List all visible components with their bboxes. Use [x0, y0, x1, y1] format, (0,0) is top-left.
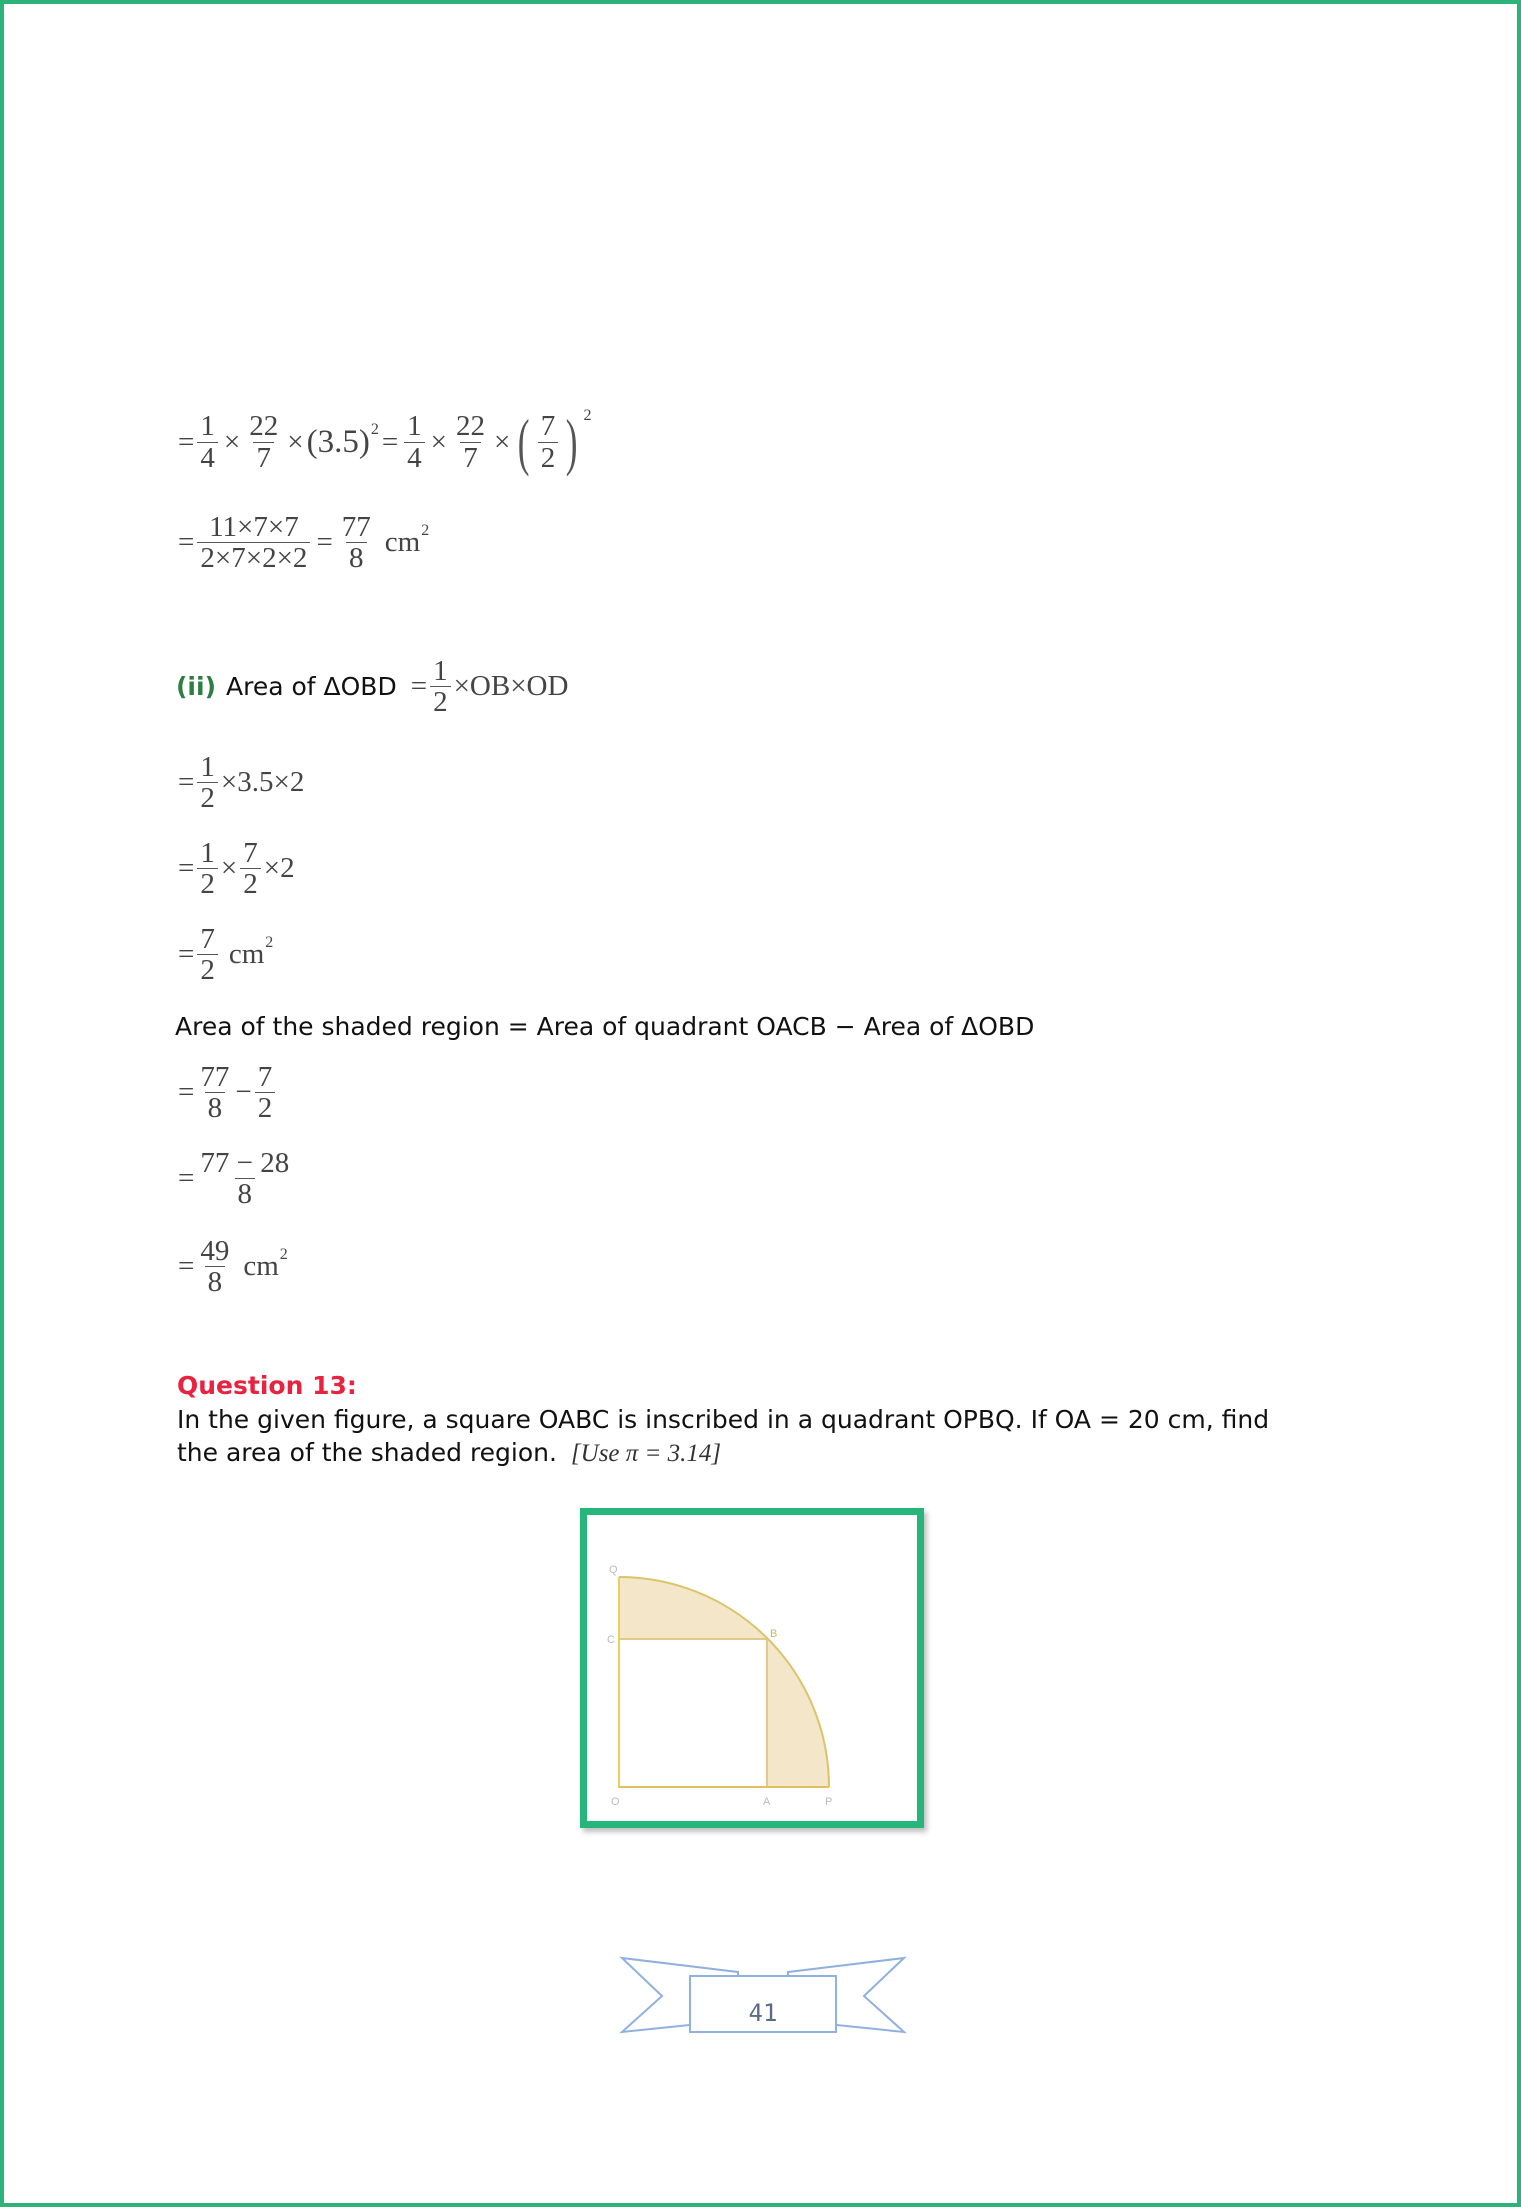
- fraction: $\frac{7}{2}$: [240, 838, 261, 900]
- question-text-line-2: the area of the shaded region. [Use π = 3.14]: [177, 1438, 722, 1467]
- label-o: O: [611, 1796, 620, 1808]
- fraction: $\frac{49}{8}$: [200, 1235, 230, 1299]
- formula-rest: ×OB×OD: [453, 670, 569, 703]
- fraction: $\frac{7}{2}$: [255, 1062, 276, 1124]
- shaded-step-3: = $\frac{49}{8}$ cm 2: [178, 1235, 288, 1299]
- shaded-step-2: = $\frac{77 - 28}{8}$: [178, 1148, 295, 1210]
- part-ii-heading: [176, 656, 568, 718]
- page-number: 41: [748, 1999, 778, 2027]
- fraction: $\frac{7}{2}$: [538, 411, 559, 473]
- question-title: Question 13:: [177, 1371, 357, 1400]
- math-line-quadrant-area-2: [178, 512, 429, 574]
- label-b: B: [770, 1628, 778, 1640]
- fraction: $\frac{1}{2}$: [197, 752, 218, 814]
- shaded-step-1: = $\frac{77}{8}$ − $\frac{7}{2}$: [178, 1062, 278, 1124]
- equals-sign: =: [316, 526, 333, 559]
- left-paren: (: [518, 406, 530, 477]
- label-p: P: [825, 1796, 833, 1808]
- fraction: $\frac{77}{8}$: [200, 1061, 230, 1125]
- equals-sign: =: [178, 526, 195, 559]
- fraction: $\frac{1}{2}$: [430, 656, 451, 718]
- label-a: A: [763, 1796, 771, 1808]
- equals-sign: =: [381, 425, 399, 458]
- fraction: $\frac{77}{8}$: [341, 511, 371, 575]
- part-label: (ii): [176, 672, 216, 702]
- fraction: $\frac{1}{4}$: [197, 411, 218, 473]
- parenthesized-value: (3.5): [306, 423, 370, 460]
- fraction: $\frac{1}{4}$: [404, 411, 425, 473]
- equals-sign: =: [178, 425, 195, 458]
- pi-hint: [Use π = 3.14]: [570, 1440, 722, 1467]
- fraction: $\frac{22}{7}$: [249, 410, 279, 474]
- figure-frame: [580, 1508, 924, 1828]
- times-sign: ×: [223, 425, 241, 458]
- fraction: $\frac{11\times 7\times 7}{2\times 7\times 2\times 2}$: [197, 512, 310, 574]
- part-ii-step-2: = $\frac{1}{2}$ × $\frac{7}{2}$ ×2: [178, 837, 295, 901]
- unit: cm: [384, 526, 421, 559]
- triangle-area-formula: = $\frac{1}{2}$ ×OB×OD: [410, 655, 569, 719]
- exponent: 2: [583, 407, 592, 424]
- part-ii-step-1: = $\frac{1}{2}$ ×3.5×2: [178, 751, 305, 815]
- part-ii-step-3: = $\frac{7}{2}$ cm 2: [178, 923, 274, 987]
- label-q: Q: [609, 1564, 618, 1576]
- question-text-line-1: In the given figure, a square OABC is inscribed in a quadrant OPBQ. If OA = 20 cm, find: [177, 1405, 1270, 1434]
- times-sign: ×: [287, 425, 304, 458]
- exponent: 2: [421, 521, 430, 539]
- label-c: C: [607, 1634, 615, 1646]
- times-sign: ×: [494, 425, 511, 458]
- exponent: 2: [370, 421, 379, 438]
- part-ii-text: Area of ΔOBD: [226, 672, 397, 702]
- fraction: $\frac{22}{7}$: [456, 410, 486, 474]
- right-paren: ): [565, 406, 578, 477]
- times-sign: ×: [430, 425, 448, 458]
- math-line-quadrant-area-1: [178, 406, 592, 477]
- fraction: $\frac{1}{2}$: [197, 838, 218, 900]
- fraction: $\frac{7}{2}$: [197, 924, 218, 986]
- fraction: $\frac{77 - 28}{8}$: [200, 1147, 290, 1211]
- quadrant-square-figure: [587, 1515, 917, 1821]
- shaded-region-statement: Area of the shaded region = Area of quadrant OACB − Area of ΔOBD: [175, 1012, 1035, 1041]
